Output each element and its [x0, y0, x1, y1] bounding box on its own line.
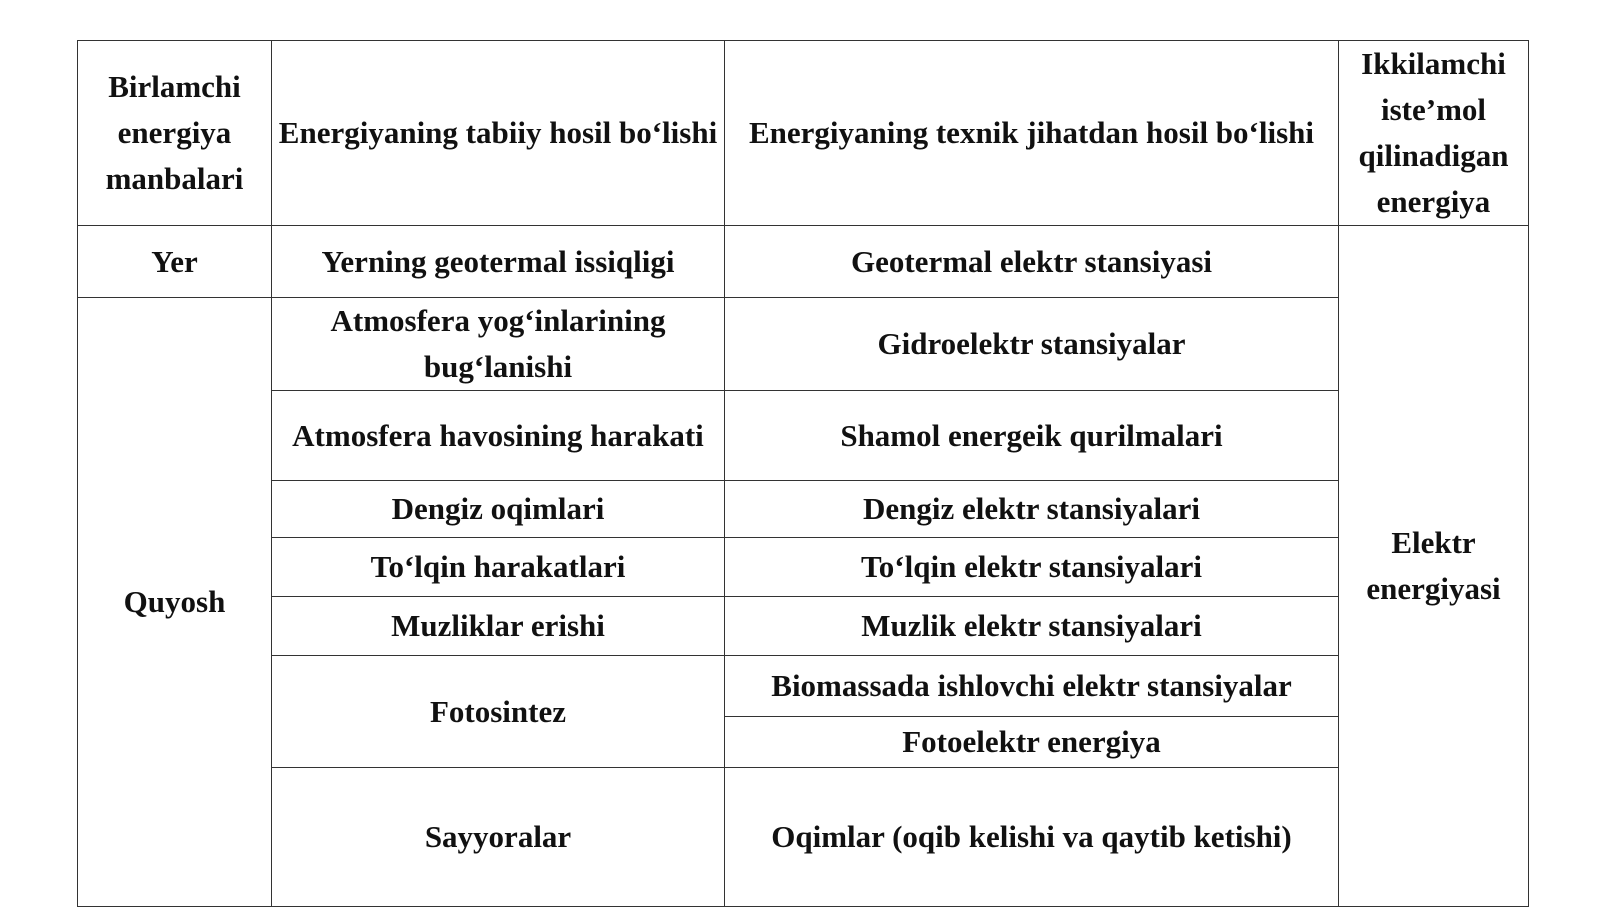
technical-cell: Gidroelektr stansiyalar: [725, 298, 1339, 391]
natural-cell: Muzliklar erishi: [272, 597, 725, 656]
technical-cell: To‘lqin elektr stansiyalari: [725, 538, 1339, 597]
header-secondary-energy: Ikkilamchi iste’mol qilinadigan energiya: [1339, 41, 1529, 226]
technical-cell: Muzlik elektr stansiyalari: [725, 597, 1339, 656]
natural-cell: Dengiz oqimlari: [272, 481, 725, 538]
energy-sources-table: [77, 40, 1529, 907]
header-natural-formation: Energiyaning tabiiy hosil bo‘lishi: [272, 41, 725, 226]
source-sayyoralar: Sayyoralar: [272, 768, 725, 907]
table-row: [78, 656, 1529, 717]
table-row: [78, 298, 1529, 391]
table-row: [78, 481, 1529, 538]
technical-cell: Fotoelektr energiya: [725, 717, 1339, 768]
header-technical-formation: Energiyaning texnik jihatdan hosil bo‘lishi: [725, 41, 1339, 226]
natural-cell: Yerning geotermal issiqligi: [272, 226, 725, 298]
header-row: [78, 41, 1529, 226]
technical-cell: Shamol energeik qurilmalari: [725, 391, 1339, 481]
natural-cell: To‘lqin harakatlari: [272, 538, 725, 597]
source-quyosh: Quyosh: [78, 298, 272, 907]
table-row: [78, 597, 1529, 656]
table-row: [78, 391, 1529, 481]
technical-cell: Biomassada ishlovchi elektr stansiyalar: [725, 656, 1339, 717]
header-primary-sources: Birlamchi energiya manbalari: [78, 41, 272, 226]
natural-cell: Atmosfera havosining harakati: [272, 391, 725, 481]
source-yer: Yer: [78, 226, 272, 298]
technical-cell: Dengiz elektr stansiyalari: [725, 481, 1339, 538]
natural-cell: Atmosfera yog‘inlarining bug‘lanishi: [272, 298, 725, 391]
table-row: [78, 538, 1529, 597]
technical-cell: Geotermal elektr stansiyasi: [725, 226, 1339, 298]
secondary-energy-cell: Elektr energiyasi: [1339, 226, 1529, 907]
natural-cell: Fotosintez: [272, 656, 725, 768]
table-row: [78, 768, 1529, 907]
table-row: [78, 226, 1529, 298]
natural-cell: Oqimlar (oqib kelishi va qaytib ketishi): [725, 768, 1339, 907]
